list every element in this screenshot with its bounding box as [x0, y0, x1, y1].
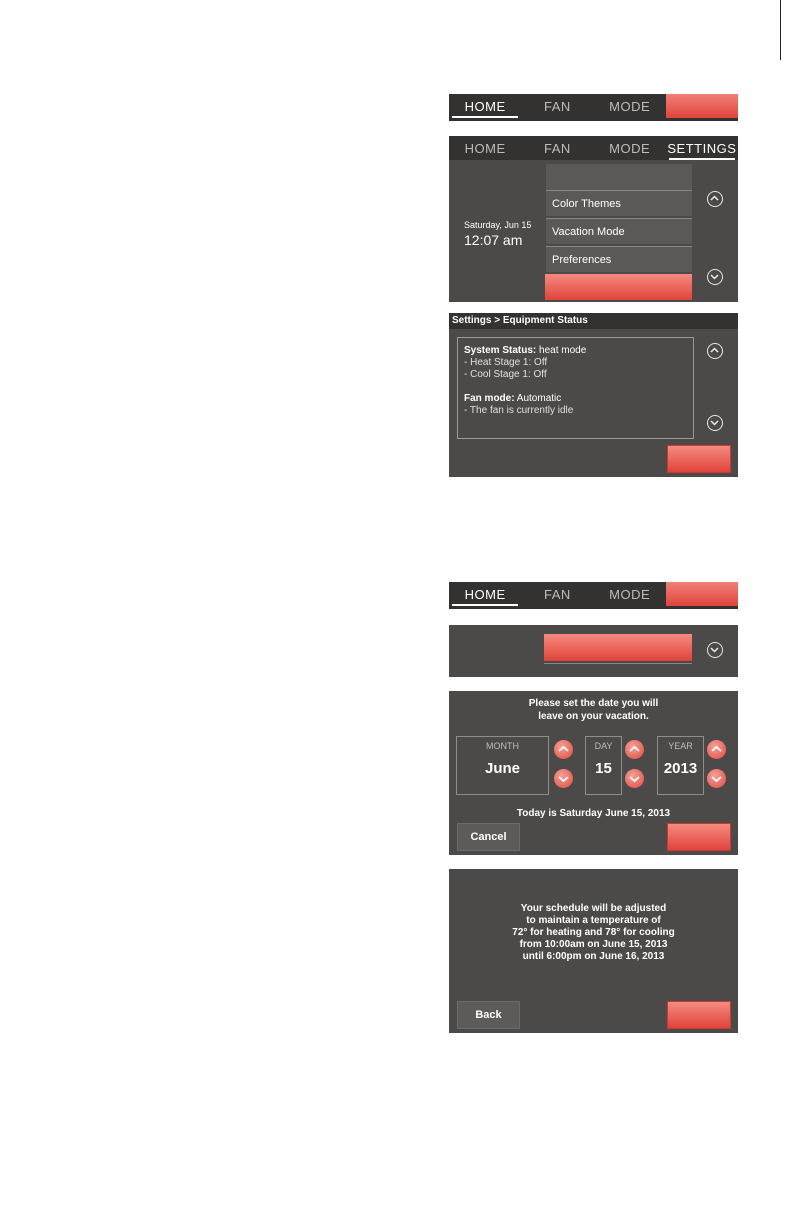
back-button[interactable]	[457, 1001, 520, 1029]
page-edge-line	[780, 0, 781, 60]
year-up-icon[interactable]	[707, 740, 726, 759]
summary-line-4: from 10:00am on June 15, 2013	[519, 939, 668, 950]
menu-item-highlighted[interactable]	[545, 274, 692, 300]
summary-line-1: Your schedule will be adjusted	[520, 903, 667, 914]
tab-home-label: HOME	[464, 586, 506, 602]
heat-stage-line: - Heat Stage 1: Off	[464, 357, 548, 368]
scroll-down-icon[interactable]	[707, 415, 723, 431]
tab-home-label: HOME	[464, 140, 506, 156]
menu-item-preferences[interactable]	[546, 246, 692, 272]
tab-fan[interactable]	[521, 582, 593, 606]
nav-bar-panel-2	[449, 582, 738, 609]
nav-bar-panel-1	[449, 94, 738, 121]
menu-item-partial-top[interactable]	[546, 164, 692, 190]
summary-line-2: to maintain a temperature of	[526, 915, 661, 926]
tab-fan-label: FAN	[543, 586, 571, 602]
breadcrumb: Settings > Equipment Status	[452, 315, 588, 326]
menu-item-vacation-mode[interactable]	[546, 218, 692, 244]
prompt-line-2: leave on your vacation.	[538, 711, 649, 722]
day-value: 15	[595, 760, 612, 777]
month-up-icon[interactable]	[554, 740, 573, 759]
month-label: MONTH	[486, 741, 519, 751]
status-text-box[interactable]	[457, 337, 694, 439]
fan-mode-value: Automatic	[514, 393, 562, 404]
fan-state-line: - The fan is currently idle	[464, 405, 574, 416]
summary-line-5: until 6:00pm on June 16, 2013	[522, 951, 665, 962]
menu-fragment-panel	[449, 625, 738, 677]
day-field[interactable]	[585, 736, 622, 795]
vacation-summary-panel	[449, 869, 738, 1033]
date-label: Saturday, Jun 15	[464, 220, 532, 230]
scroll-up-icon[interactable]	[707, 191, 723, 207]
settings-menu-panel	[449, 136, 738, 302]
fan-mode-label: Fan mode:	[464, 393, 515, 404]
scroll-up-icon[interactable]	[707, 343, 723, 359]
cancel-button-label: Cancel	[470, 831, 507, 843]
tab-home[interactable]	[449, 136, 521, 160]
back-button-label: Back	[475, 1009, 502, 1021]
date-prompt	[449, 697, 738, 723]
year-value: 2013	[663, 760, 698, 777]
equipment-status-panel	[449, 313, 738, 477]
month-field[interactable]	[456, 736, 549, 795]
cancel-button[interactable]	[457, 823, 520, 851]
menu-item-color-themes[interactable]	[546, 190, 692, 216]
tab-mode[interactable]	[594, 582, 666, 606]
scroll-down-icon[interactable]	[707, 642, 723, 658]
next-button[interactable]	[667, 823, 731, 851]
menu-item-label: Vacation Mode	[552, 225, 625, 238]
tab-home[interactable]	[449, 582, 521, 606]
cool-stage-line: - Cool Stage 1: Off	[464, 369, 547, 380]
day-label: DAY	[594, 741, 613, 751]
tab-mode-label: MODE	[609, 140, 651, 156]
confirm-button[interactable]	[667, 1001, 731, 1029]
tab-fan-label: FAN	[543, 140, 571, 156]
menu-item-highlighted[interactable]	[544, 634, 692, 661]
month-value: June	[484, 760, 520, 777]
summary-text	[449, 903, 738, 963]
done-button[interactable]	[667, 445, 731, 473]
time-label: 12:07 am	[464, 232, 523, 248]
today-label: Today is Saturday June 15, 2013	[516, 808, 671, 819]
day-up-icon[interactable]	[625, 740, 644, 759]
day-down-icon[interactable]	[625, 769, 644, 788]
tab-settings-label: SETTINGS	[667, 140, 737, 156]
tab-settings-highlighted[interactable]	[666, 582, 738, 606]
tab-home[interactable]	[449, 94, 521, 118]
year-field[interactable]	[657, 736, 704, 795]
system-status-line	[464, 345, 687, 357]
month-down-icon[interactable]	[554, 769, 573, 788]
tab-mode-label: MODE	[609, 98, 651, 114]
system-status-label: System Status:	[464, 345, 537, 356]
tab-mode[interactable]	[594, 94, 666, 118]
menu-item-label: Preferences	[552, 253, 612, 266]
menu-divider	[544, 663, 692, 664]
tab-fan-label: FAN	[543, 98, 571, 114]
year-down-icon[interactable]	[707, 769, 726, 788]
tab-fan[interactable]	[521, 94, 593, 118]
year-label: YEAR	[668, 741, 693, 751]
summary-line-3: 72° for heating and 78° for cooling	[512, 927, 675, 938]
tab-settings[interactable]	[666, 136, 738, 160]
fan-mode-line	[464, 393, 687, 405]
tab-mode[interactable]	[594, 136, 666, 160]
system-status-value: heat mode	[536, 345, 587, 356]
tab-mode-label: MODE	[609, 586, 651, 602]
prompt-line-1: Please set the date you will	[528, 698, 659, 709]
menu-item-label: Color Themes	[552, 197, 621, 210]
tab-home-label: HOME	[464, 98, 506, 114]
tab-fan[interactable]	[521, 136, 593, 160]
vacation-date-panel	[449, 691, 738, 855]
scroll-down-icon[interactable]	[707, 269, 723, 285]
tab-settings-highlighted[interactable]	[666, 94, 738, 118]
